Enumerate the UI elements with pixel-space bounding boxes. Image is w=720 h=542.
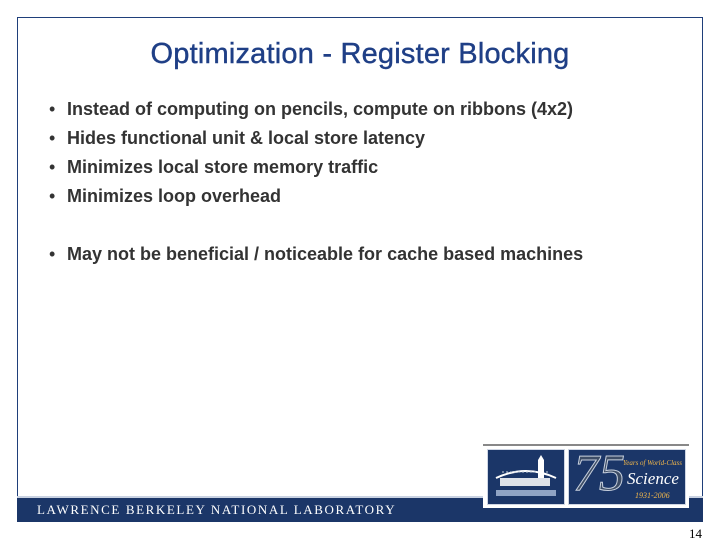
bullet-dot: • [49, 128, 56, 148]
bullet-item [49, 155, 573, 184]
bullet-text: Minimizes local store memory traffic [67, 157, 379, 177]
anniversary-caption: Years of World-Class [623, 459, 683, 467]
bullet-list [49, 97, 573, 213]
anniversary-word: Science [627, 469, 679, 488]
bullet-dot: • [49, 99, 56, 119]
bullet-list-secondary [49, 242, 583, 271]
bullet-item [49, 242, 583, 271]
bullet-text: Minimizes loop overhead [67, 186, 282, 206]
bullet-text: Hides functional unit & local store latency [67, 128, 426, 148]
bullet-text: Instead of computing on pencils, compute on ribbons (4x2) [67, 99, 574, 119]
anniversary-number: 75 [573, 445, 625, 502]
bullet-item [49, 184, 573, 213]
anniversary-years: 1931-2006 [635, 491, 670, 500]
page-number: 14 [689, 526, 702, 541]
bullet-text: May not be beneficial / noticeable for cache based machines [67, 244, 584, 264]
bullet-dot: • [49, 186, 56, 206]
anniversary-logo [568, 445, 686, 505]
berkeley-lab-logo [487, 449, 565, 505]
slide-title: Optimization - Register Blocking [150, 38, 570, 70]
bullet-dot: • [49, 157, 56, 177]
lab-building-icon [488, 450, 564, 504]
bullet-item [49, 97, 573, 126]
lab-name: LAWRENCE BERKELEY NATIONAL LABORATORY [37, 502, 397, 517]
bullet-dot: • [49, 244, 56, 264]
bullet-item [49, 126, 573, 155]
